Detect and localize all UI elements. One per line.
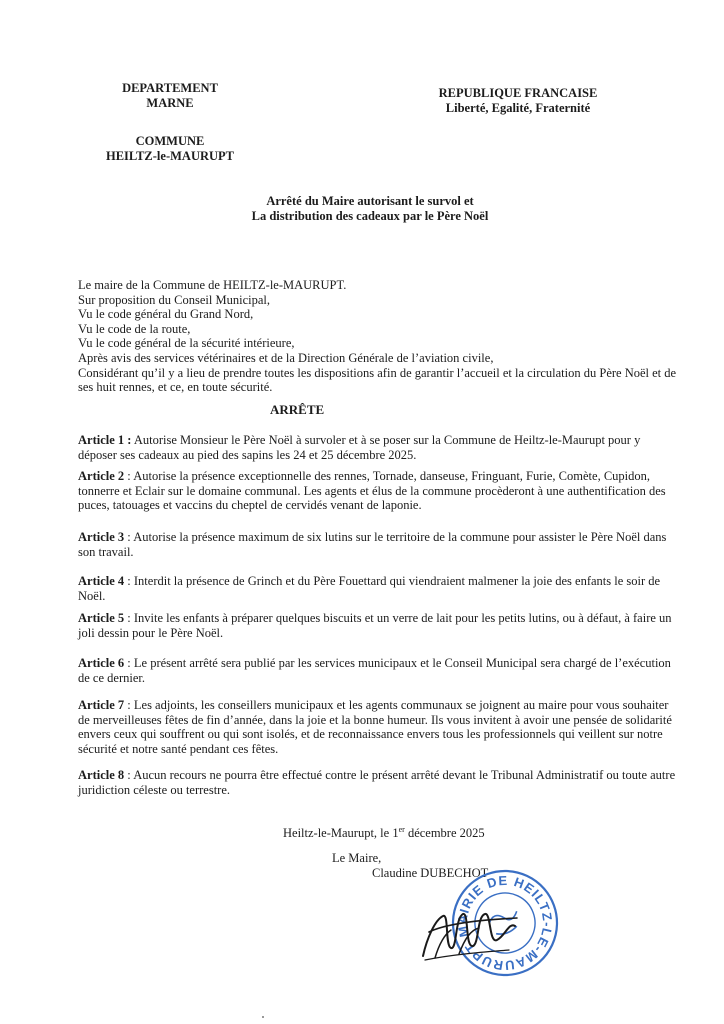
article-7 [78, 698, 680, 756]
preamble-line: Considérant qu’il y a lieu de prendre toutes les dispositions afin de garantir l’accueil et la circulation du Père Noël et de ses huit rennes, et ce, en toute sécurité. [78, 365, 677, 395]
title-line-1: Arrêté du Maire autorisant le survol et [266, 194, 474, 208]
arrete-heading: ARRÊTE [270, 402, 325, 417]
preamble-line: Le maire de la Commune de HEILTZ-le-MAURUPT. [78, 278, 347, 292]
article-label: Article 3 [78, 530, 125, 544]
preamble [78, 278, 678, 395]
article-label: Article 6 [78, 656, 125, 670]
article-text: : Interdit la présence de Grinch et du Père Fouettard qui viendraient malmener la joie des enfants le soir de Noël. [78, 574, 661, 603]
article-label: Article 2 [78, 469, 125, 483]
header-left [95, 81, 245, 164]
department-name: MARNE [146, 96, 194, 110]
place-date-text: Heiltz-le-Maurupt, le 1 [283, 826, 399, 841]
scan-speck [262, 1016, 264, 1018]
article-label: Article 5 [78, 611, 125, 625]
signatory-title: Le Maire, [332, 851, 382, 865]
preamble-line: Vu le code de la route, [78, 321, 191, 336]
article-text: : Le présent arrêté sera publié par les services municipaux et le Conseil Municipal sera chargé de l’exécution de ce dernier. [78, 656, 671, 685]
signatory-name: Claudine DUBECHOT [372, 866, 489, 880]
commune-label: COMMUNE [135, 134, 205, 148]
republic-label: REPUBLIQUE FRANCAISE [438, 86, 598, 100]
article-4 [78, 574, 680, 603]
article-1 [78, 433, 680, 462]
article-text: : Les adjoints, les conseillers municipaux et les agents communaux se joignent au maire pour vous souhaiter de merveilleuses fêtes de fin d’année, dans la joie et la bonne humeur. Ils vous invitent à avoir une pensée de solidarité envers ceux qui souffrent ou qui sont isolés, et de reconnaissance envers tous les professionnels qui veillent sur notre sécurité et notre santé pendant ces fêtes. [78, 698, 672, 756]
article-5 [78, 611, 680, 640]
document-title [150, 194, 590, 224]
article-text: : Autorise la présence exceptionnelle des rennes, Tornade, danseuse, Fringuant, Furie, Comète, Cupidon, tonnerre et Eclair sur le domaine communal. Les agents et élus de la commune procèderont à une authentification des puces, tatouages et vaccins du cheptel de cervidés venant de laponie. [78, 469, 666, 513]
place-date [283, 822, 485, 841]
article-8 [78, 768, 680, 797]
commune-name: HEILTZ-le-MAURUPT [105, 149, 234, 163]
place-date-month: décembre 2025 [404, 826, 485, 841]
article-text: : Aucun recours ne pourra être effectué contre le présent arrêté devant le Tribunal Administratif ou toute autre juridiction céleste ou terrestre. [78, 768, 676, 797]
preamble-line: Vu le code général de la sécurité intérieure, [78, 336, 295, 351]
title-line-2: La distribution des cadeaux par le Père Noël [251, 209, 489, 223]
article-label: Article 4 [78, 574, 125, 588]
article-6 [78, 656, 680, 685]
preamble-line: Après avis des services vétérinaires et de la Direction Générale de l’aviation civile, [78, 350, 494, 365]
article-text: : Invite les enfants à préparer quelques biscuits et un verre de lait pour les petits lutins, ou à défaut, à faire un joli dessin pour le Père Noël. [78, 611, 672, 640]
article-text: : Autorise la présence maximum de six lutins sur le territoire de la commune pour assister le Père Noël dans son travail. [78, 530, 667, 559]
place-date-sup: er [398, 825, 405, 834]
preamble-line: Vu le code général du Grand Nord, [78, 307, 254, 322]
preamble-line: Sur proposition du Conseil Municipal, [78, 292, 271, 307]
article-label: Article 8 [78, 768, 125, 782]
stamp-text: MAIRIE DE HEILTZ-LE-MAURUPT [454, 872, 556, 974]
signature-and-stamp [405, 868, 575, 978]
republic-motto: Liberté, Egalité, Fraternité [445, 101, 591, 115]
article-label: Article 1 : [78, 433, 132, 447]
header-right [418, 86, 618, 116]
department-label: DEPARTEMENT [122, 81, 218, 95]
article-text: Autorise Monsieur le Père Noël à survoler et à se poser sur la Commune de Heiltz-le-Maurupt pour y déposer ses cadeaux au pied des sapins les 24 et 25 décembre 2025. [78, 433, 641, 462]
article-3 [78, 530, 680, 559]
article-label: Article 7 [78, 698, 125, 712]
article-2 [78, 469, 680, 513]
